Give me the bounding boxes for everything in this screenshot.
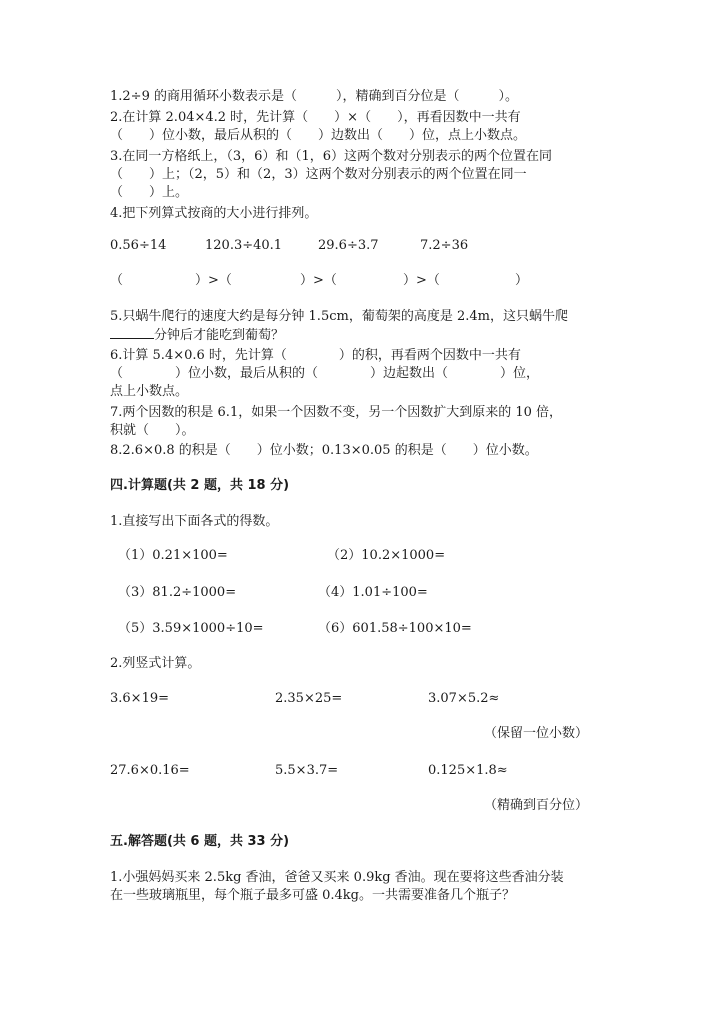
- vertical-calc: 5.5×3.7=: [275, 763, 339, 778]
- q6-line1: 6.计算 5.4×0.6 时，先计算（ ）的积，再看两个因数中一共有: [110, 348, 521, 363]
- q6-line3: 点上小数点。: [110, 384, 189, 399]
- vertical-calc: 3.07×5.2≈: [428, 691, 500, 706]
- q4-expr: 0.56÷14: [110, 238, 167, 253]
- vertical-calc: 3.6×19=: [110, 691, 170, 706]
- section5-heading: 五.解答题(共 6 题，共 33 分): [110, 834, 290, 849]
- section4-q2: 2.列竖式计算。: [110, 656, 201, 671]
- q5-underline-blank: [110, 326, 154, 339]
- q3-line3: （ ）上。: [110, 185, 189, 200]
- q5-line1: 5.只蜗牛爬行的速度大约是每分钟 1.5cm，葡萄架的高度是 2.4m，这只蜗牛爬: [110, 309, 568, 324]
- calc-item: （4）1.01÷100=: [318, 585, 428, 600]
- q4: 4.把下列算式按商的大小进行排列。: [110, 206, 318, 221]
- calc-note: （保留一位小数）: [484, 726, 589, 741]
- vertical-calc: 2.35×25=: [275, 691, 343, 706]
- section5-q1-line2: 在一些玻璃瓶里，每个瓶子最多可盛 0.4kg。一共需要准备几个瓶子？: [110, 888, 516, 903]
- q3-line2: （ ）上；（2，5）和（2，3）这两个数对分别表示的两个位置在同一: [110, 167, 527, 182]
- section4-q1: 1.直接写出下面各式的得数。: [110, 514, 279, 529]
- calc-item: （2）10.2×1000=: [327, 548, 446, 563]
- vertical-calc: 0.125×1.8≈: [428, 763, 508, 778]
- q3-line1: 3.在同一方格纸上，（3，6）和（1，6）这两个数对分别表示的两个位置在同: [110, 149, 552, 164]
- calc-item: （6）601.58÷100×10=: [318, 621, 472, 636]
- q4-expr: 120.3÷40.1: [205, 238, 283, 253]
- q7-line2: 积就（ ）。: [110, 423, 195, 438]
- section5-q1-line1: 1.小强妈妈买来 2.5kg 香油，爸爸又买来 0.9kg 香油。现在要将这些香油分装: [110, 870, 564, 885]
- q4-order-blank: （: [110, 273, 124, 288]
- q6-line2: （ ）位小数，最后从积的（ ）边起数出（ ）位，: [110, 366, 540, 381]
- q4-expr: 29.6÷3.7: [318, 238, 379, 253]
- vertical-calc: 27.6×0.16=: [110, 763, 190, 778]
- q4-order-blank: ）>（: [300, 273, 337, 288]
- q4-expr: 7.2÷36: [420, 238, 469, 253]
- q2-line2: （ ）位小数，最后从积的（ ）边数出（ ）位，点上小数点。: [110, 128, 527, 143]
- q4-order-blank: ）>（: [403, 273, 440, 288]
- q2-line1: 2.在计算 2.04×4.2 时，先计算（ ）×（ ），再看因数中一共有: [110, 110, 521, 125]
- q4-order-blank: ）>（: [195, 273, 232, 288]
- q7-line1: 7.两个因数的积是 6.1，如果一个因数不变，另一个因数扩大到原来的 10 倍，: [110, 405, 563, 420]
- q5-line2-text: 分钟后才能吃到葡萄？: [154, 328, 285, 343]
- calc-item: （1）0.21×100=: [118, 548, 228, 563]
- section4-heading: 四.计算题(共 2 题，共 18 分): [110, 478, 290, 493]
- calc-note: （精确到百分位）: [484, 798, 589, 813]
- q1: 1.2÷9 的商用循环小数表示是（ ），精确到百分位是（ ）。: [110, 89, 518, 104]
- q8: 8.2.6×0.8 的积是（ ）位小数；0.13×0.05 的积是（ ）位小数。: [110, 443, 538, 458]
- calc-item: （5）3.59×1000÷10=: [118, 621, 264, 636]
- q4-order-blank: ）: [515, 273, 529, 288]
- calc-item: （3）81.2÷1000=: [118, 585, 237, 600]
- q5-line2: [110, 326, 284, 345]
